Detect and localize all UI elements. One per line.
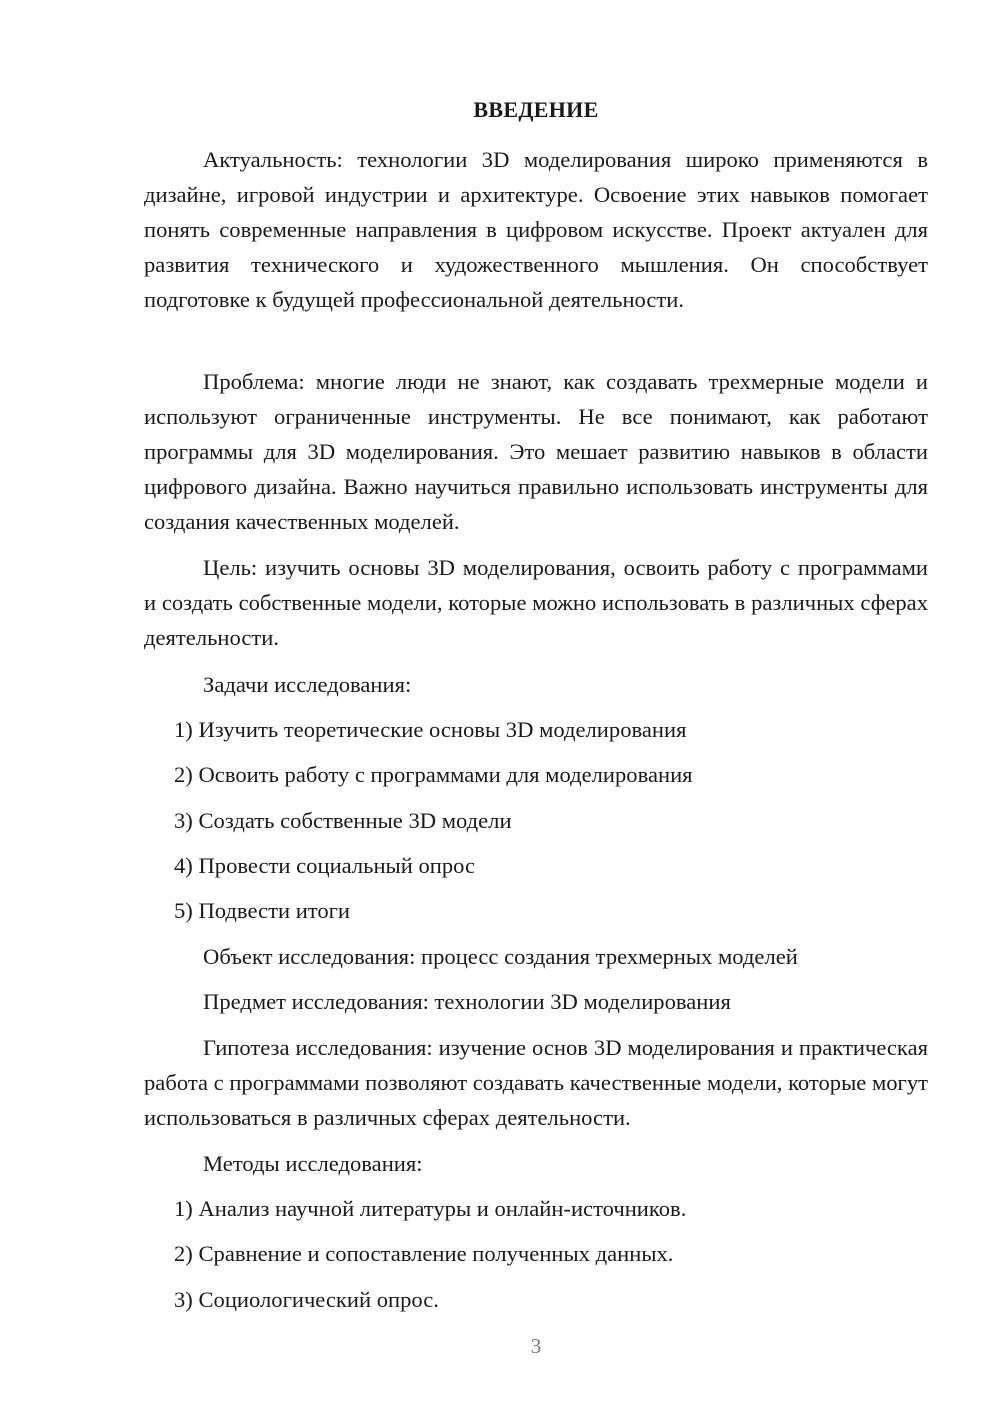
page-heading: ВВЕДЕНИЕ: [473, 97, 599, 122]
paragraph-goal: Цель: изучить основы 3D моделирования, освоить работу с программами и создать собственные модели, которые можно использовать в различных сферах деятельности.: [144, 555, 928, 650]
methods-title: Методы исследования:: [203, 1151, 423, 1176]
task-item: 3) Создать собственные 3D модели: [174, 808, 512, 833]
method-item: 1) Анализ научной литературы и онлайн-источников.: [174, 1196, 687, 1221]
task-item: 1) Изучить теоретические основы 3D моделирования: [174, 717, 687, 742]
research-subject: Предмет исследования: технологии 3D моделирования: [203, 989, 731, 1014]
paragraph-problem: Проблема: многие люди не знают, как создавать трехмерные модели и используют ограниченные инструменты. Не все понимают, как работают программы для 3D моделирования. Это мешает развитию навыков в области цифрового дизайна. Важно научиться правильно использовать инструменты для создания качественных моделей.: [144, 369, 928, 534]
tasks-title: Задачи исследования:: [203, 672, 412, 697]
paragraph-hypothesis: Гипотеза исследования: изучение основ 3D моделирования и практическая работа с программами позволяют создавать качественные модели, которые могут использоваться в различных сферах деятельности.: [144, 1035, 928, 1130]
task-item: 2) Освоить работу с программами для моделирования: [174, 762, 693, 787]
method-item: 3) Социологический опрос.: [174, 1287, 439, 1312]
task-item: 5) Подвести итоги: [174, 898, 351, 923]
method-item: 2) Сравнение и сопоставление полученных данных.: [174, 1241, 674, 1266]
research-object: Объект исследования: процесс создания трехмерных моделей: [203, 944, 798, 969]
task-item: 4) Провести социальный опрос: [174, 853, 476, 878]
page-number: 3: [530, 1334, 542, 1358]
paragraph-relevance: Актуальность: технологии 3D моделирования широко применяются в дизайне, игровой индустрии и архитектуре. Освоение этих навыков помогает понять современные направления в цифровом искусстве. Проект актуален для развития технического и художественного мышления. Он способствует подготовке к будущей профессиональной деятельности.: [144, 147, 928, 312]
